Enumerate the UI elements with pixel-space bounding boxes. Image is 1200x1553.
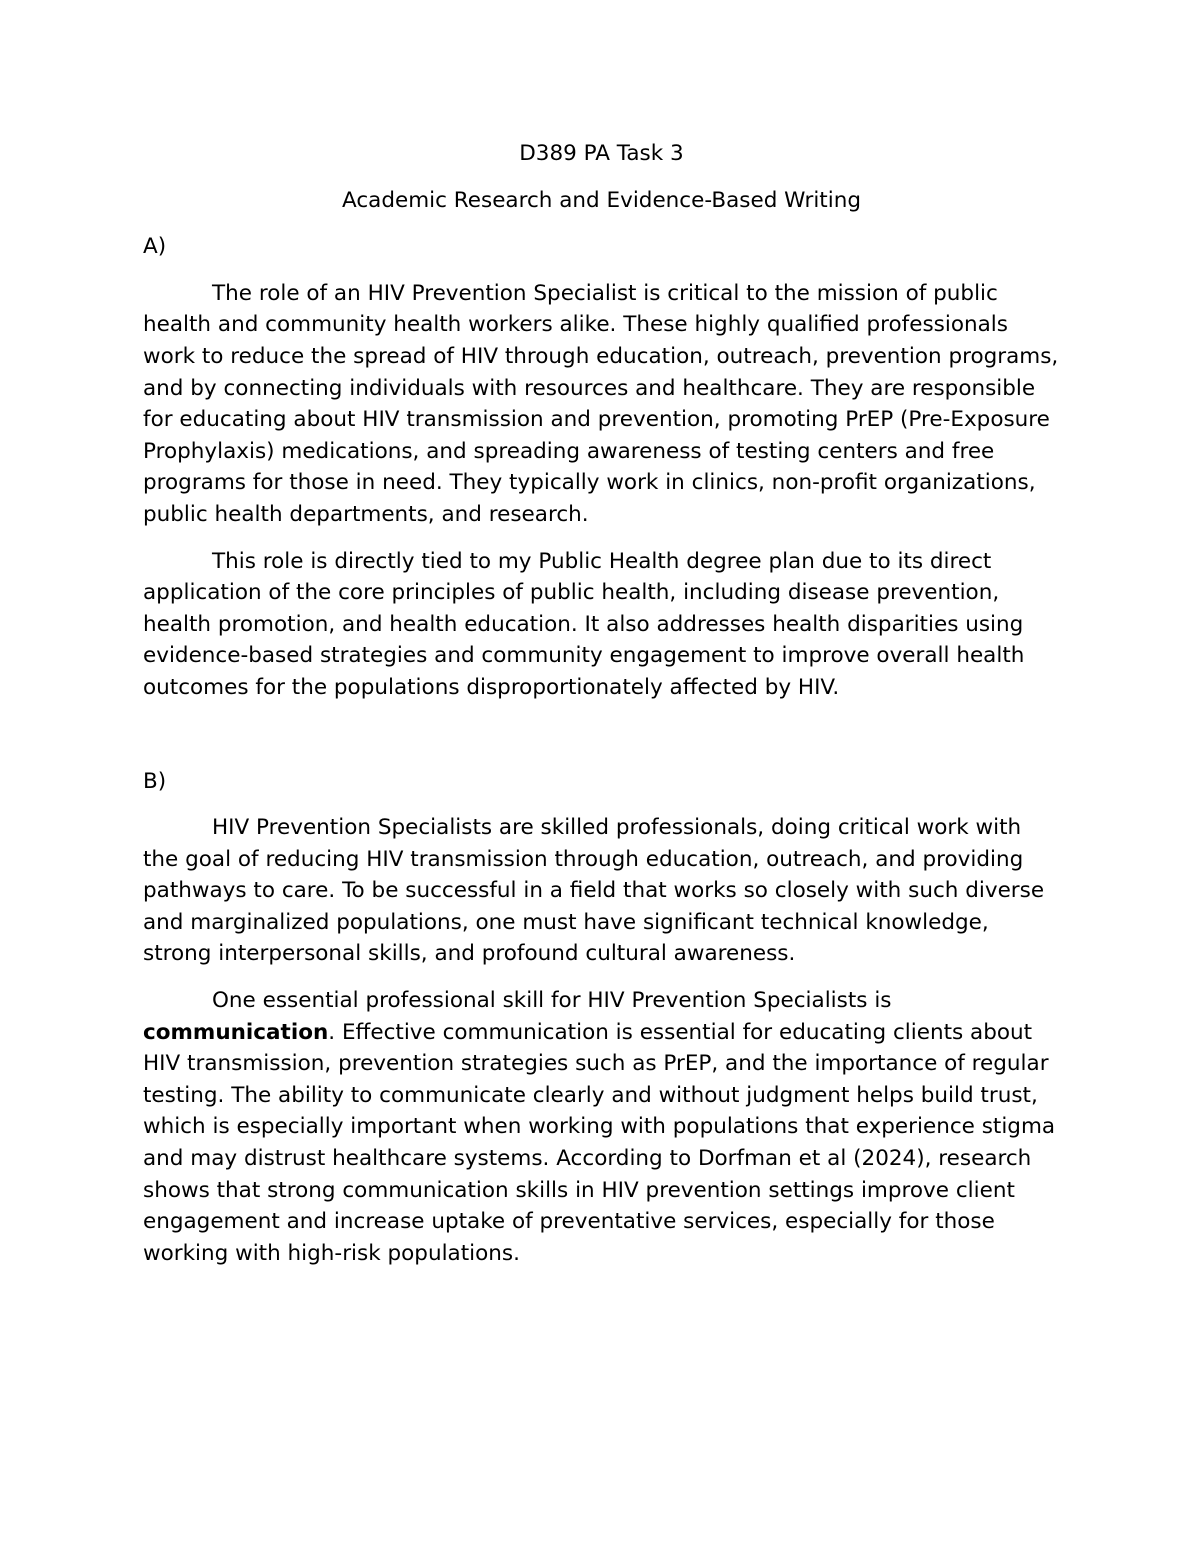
document-title: D389 PA Task 3	[519, 141, 684, 166]
section-a-paragraph-2: This role is directly tied to my Public Health degree plan due to its direct application of the core principles of public health, including disease prevention, health promotion, and health education. It also addresses health disparities using evidence-based strategies and community engagement to improve overall health outcomes for the populations disproportionately affected by HIV.	[143, 548, 1025, 700]
bold-term-communication: communication	[143, 1019, 329, 1045]
section-a-heading: A)	[143, 234, 167, 260]
document-body	[143, 138, 1060, 1284]
document-subtitle: Academic Research and Evidence-Based Writing	[342, 187, 861, 213]
paragraph-rest-text: . Effective communication is essential for educating clients about HIV transmission, prevention strategies such as PrEP, and the importance of regular testing. The ability to communicate clearly and without judgment helps build trust, which is especially important when working with populations that experience stigma and may distrust healthcare systems. According to Dorfman et al (2024), research shows that strong communication skills in HIV prevention settings improve client engagement and increase uptake of preventative services, especially for those working with high-risk populations.	[143, 1019, 1056, 1266]
section-spacer	[143, 719, 1060, 766]
section-b-heading: B)	[143, 768, 167, 794]
section-b-paragraph-2	[143, 985, 1060, 1269]
paragraph-lead-text: One essential professional skill for HIV Prevention Specialists is	[212, 988, 892, 1014]
section-b-paragraph-1: HIV Prevention Specialists are skilled professionals, doing critical work with the goal of reducing HIV transmission through education, outreach, and providing pathways to care. To be successful in a field that works so closely with such diverse and marginalized populations, one must have significant technical knowledge, strong interpersonal skills, and profound cultural awareness.	[143, 815, 1045, 967]
section-a-paragraph-1: The role of an HIV Prevention Specialist is critical to the mission of public health and community health workers alike. These highly qualified professionals work to reduce the spread of HIV through education, outreach, prevention programs, and by connecting individuals with resources and healthcare. They are responsible for educating about HIV transmission and prevention, promoting PrEP (Pre-Exposure Prophylaxis) medications, and spreading awareness of testing centers and free programs for those in need. They typically work in clinics, non-profit organizations, public health departments, and research.	[143, 280, 1059, 527]
